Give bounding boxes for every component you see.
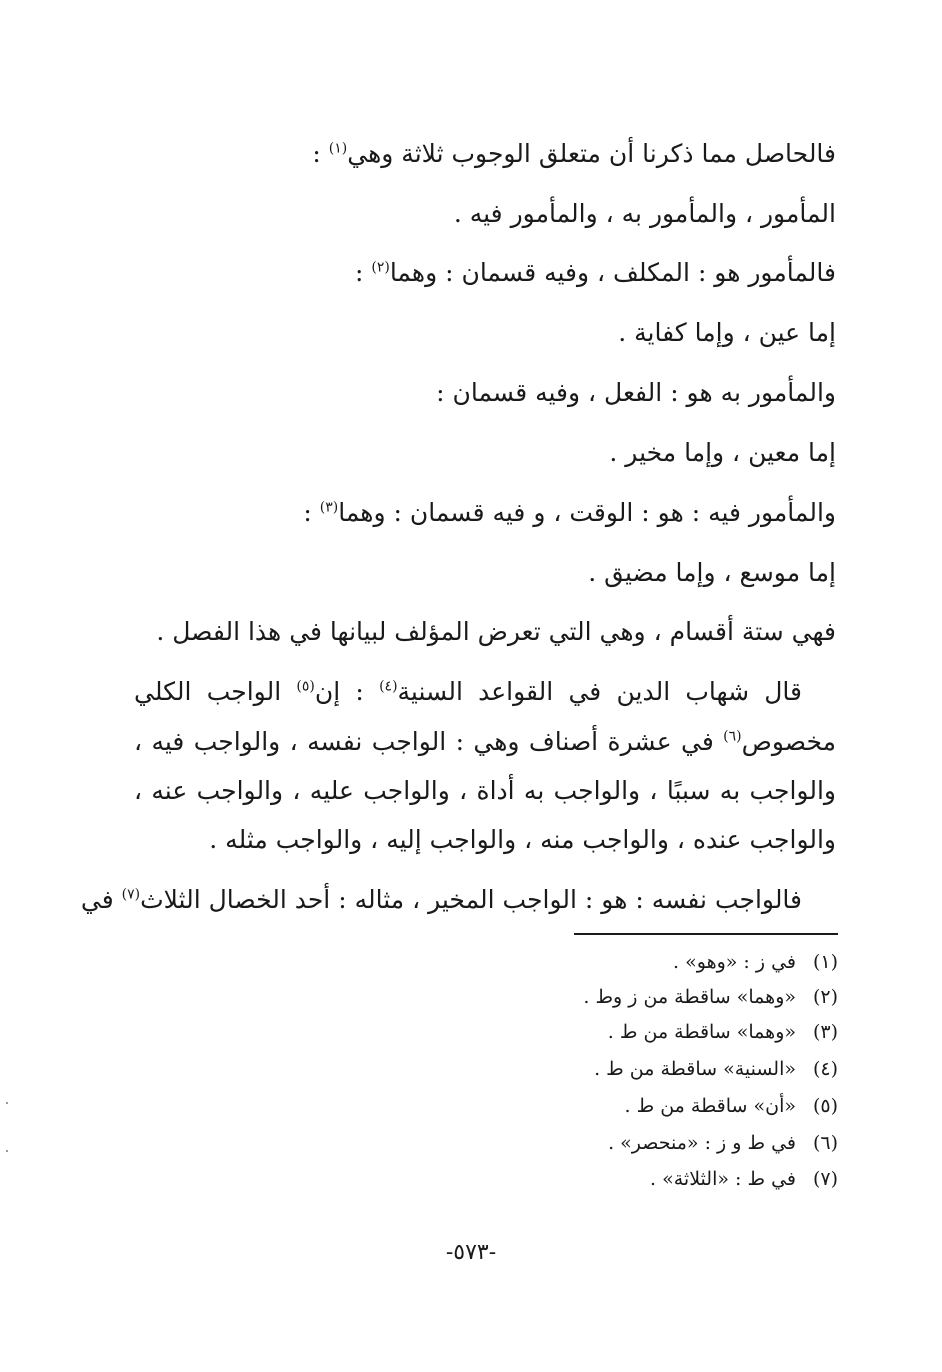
footnote-number: (٥) bbox=[812, 1095, 838, 1117]
footnote-text: في ز : «وهو» . bbox=[673, 951, 796, 973]
body-line-3 bbox=[355, 253, 836, 293]
body-text: : bbox=[354, 258, 372, 287]
body-text: إما معين ، وإما مخير . bbox=[609, 438, 836, 467]
body-line-11 bbox=[134, 722, 836, 762]
page-number: -٥٧٣- bbox=[445, 1240, 497, 1265]
body-line-6 bbox=[609, 433, 836, 473]
footnote-number: (٦) bbox=[812, 1132, 838, 1154]
footnote-text: في ط : «الثلاثة» . bbox=[650, 1168, 796, 1190]
body-text: إما موسع ، وإما مضيق . bbox=[588, 558, 836, 587]
footnote-3 bbox=[608, 1017, 838, 1047]
footnote-5 bbox=[625, 1091, 838, 1121]
body-text: والمأمور فيه : هو : الوقت ، و فيه قسمان : وهما bbox=[338, 498, 836, 527]
footnote-4 bbox=[594, 1054, 838, 1084]
body-text: والمأمور به هو : الفعل ، وفيه قسمان : bbox=[436, 378, 836, 407]
body-text: مخصوص bbox=[741, 727, 836, 756]
body-line-5 bbox=[436, 373, 836, 413]
footnote-text: «السنية» ساقطة من ط . bbox=[594, 1058, 796, 1080]
footnote-text: في ط و ز : «منحصر» . bbox=[608, 1132, 796, 1154]
body-text: فالواجب نفسه : هو : الواجب المخير ، مثاله : أحد الخصال الثلاث bbox=[140, 885, 802, 914]
body-text: في عشرة أصناف وهي : الواجب نفسه ، والواجب فيه ، bbox=[134, 727, 724, 756]
body-text: : إن bbox=[314, 677, 380, 706]
body-text: والواجب عنده ، والواجب منه ، والواجب إليه ، والواجب مثله . bbox=[209, 825, 836, 854]
body-text: فالمأمور هو : المكلف ، وفيه قسمان : وهما bbox=[389, 258, 836, 287]
footnote-2 bbox=[583, 982, 838, 1012]
body-line-2 bbox=[454, 194, 836, 234]
body-text: المأمور ، والمأمور به ، والمأمور فيه . bbox=[453, 199, 836, 228]
footnote-ref: (٧) bbox=[121, 886, 141, 903]
body-text: فهي ستة أقسام ، وهي التي تعرض المؤلف لبيانها في هذا الفصل . bbox=[156, 617, 836, 646]
footnote-number: (١) bbox=[812, 951, 838, 973]
body-text: فالحاصل مما ذكرنا أن متعلق الوجوب ثلاثة وهي bbox=[347, 139, 836, 168]
footnote-number: (٤) bbox=[812, 1058, 838, 1080]
footnote-ref: (٣) bbox=[319, 499, 339, 516]
footnote-number: (٢) bbox=[812, 986, 838, 1008]
footnote-text: «أن» ساقطة من ط . bbox=[624, 1095, 796, 1117]
body-text: في bbox=[80, 885, 122, 914]
footnote-ref: (٤) bbox=[379, 678, 398, 695]
body-text: قال شهاب الدين في القواعد السنية bbox=[397, 677, 802, 706]
body-line-12 bbox=[134, 771, 836, 811]
body-line-4 bbox=[618, 313, 836, 353]
body-line-9 bbox=[156, 612, 836, 652]
body-text: : bbox=[303, 498, 320, 527]
footnote-separator bbox=[574, 933, 838, 935]
body-line-7 bbox=[303, 493, 836, 533]
footnote-1 bbox=[673, 947, 838, 977]
body-text: الواجب الكلي bbox=[134, 677, 297, 706]
footnote-text: «وهما» ساقطة من ط . bbox=[607, 1021, 796, 1043]
body-line-13 bbox=[209, 820, 836, 860]
footnote-ref: (٦) bbox=[723, 728, 742, 745]
footnote-6 bbox=[608, 1128, 838, 1158]
body-text: : bbox=[312, 139, 329, 168]
footnote-number: (٧) bbox=[812, 1168, 838, 1190]
body-line-10 bbox=[134, 672, 802, 712]
body-text: والواجب به سببًا ، والواجب به أداة ، والواجب عليه ، والواجب عنه ، bbox=[134, 776, 836, 805]
body-line-1 bbox=[312, 134, 836, 174]
footnote-ref: (٥) bbox=[296, 678, 315, 695]
scan-speck bbox=[6, 1150, 8, 1152]
footnote-7 bbox=[650, 1164, 838, 1194]
footnote-text: «وهما» ساقطة من ز وط . bbox=[583, 986, 796, 1008]
body-line-14 bbox=[80, 880, 802, 920]
body-line-8 bbox=[588, 553, 836, 593]
footnote-ref: (٢) bbox=[371, 259, 390, 276]
body-text: إما عين ، وإما كفاية . bbox=[618, 318, 836, 347]
footnote-ref: (١) bbox=[328, 140, 348, 157]
footnote-number: (٣) bbox=[812, 1021, 838, 1043]
scan-speck bbox=[6, 1102, 8, 1104]
